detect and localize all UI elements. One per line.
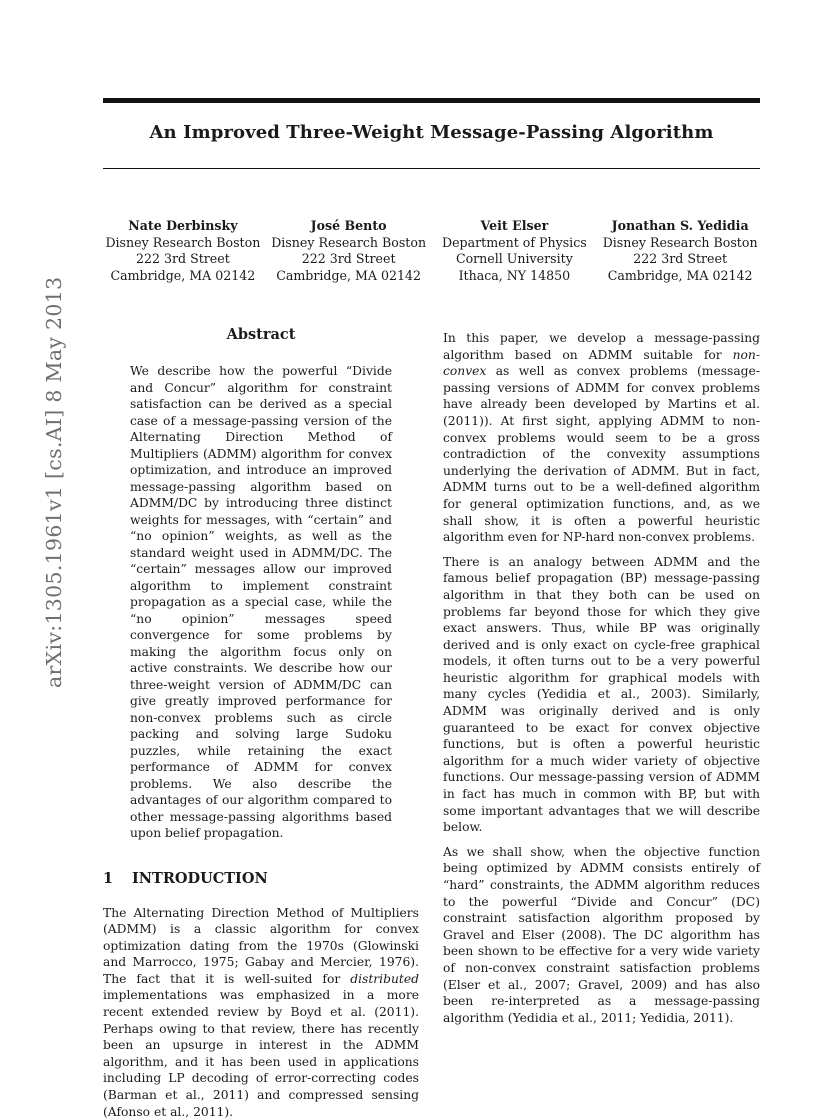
author-street: 222 3rd Street	[266, 251, 432, 268]
author-affiliation: Department of Physics	[432, 235, 598, 252]
author-1	[100, 218, 266, 284]
author-name: Nate Derbinsky	[100, 218, 266, 235]
emphasis-text: non-convex	[443, 348, 760, 379]
author-4	[597, 218, 763, 284]
paper-title: An Improved Three-Weight Message-Passing Algorithm	[103, 122, 760, 143]
arxiv-stamp	[22, 298, 42, 708]
author-3	[432, 218, 598, 284]
arxiv-stamp-text: arXiv:1305.1961v1 [cs.AI] 8 May 2013	[42, 277, 66, 688]
author-city: Cambridge, MA 02142	[266, 268, 432, 285]
intro-paragraph-2	[443, 330, 760, 546]
author-affiliation: Disney Research Boston	[266, 235, 432, 252]
section-heading	[103, 870, 419, 887]
author-block	[100, 218, 763, 284]
author-city: Ithaca, NY 14850	[432, 268, 598, 285]
author-street: 222 3rd Street	[100, 251, 266, 268]
title-rule-top	[103, 98, 760, 103]
author-affiliation: Disney Research Boston	[597, 235, 763, 252]
author-name: Veit Elser	[432, 218, 598, 235]
author-2	[266, 218, 432, 284]
intro-paragraph-1	[103, 905, 419, 1120]
author-name: Jonathan S. Yedidia	[597, 218, 763, 235]
text-run: as well as convex problems (message-passing versions of ADMM for convex problems have already been developed by Martins et al. (2011)). At first sight, applying ADMM to non-convex problems would seem to be a gross contradiction of the convexity assumptions underlying the derivation of ADMM. But in fact, ADMM turns out to be a well-defined algorithm for general optimization functions, and, as we shall show, it is often a powerful heuristic algorithm even for NP-hard non-convex problems.	[443, 364, 760, 544]
left-column	[103, 326, 419, 1120]
section-number: 1	[103, 870, 132, 887]
author-street: 222 3rd Street	[597, 251, 763, 268]
abstract-text: We describe how the powerful “Divide and Concur” algorithm for constraint satisfaction can be derived as a special case of a message-passing version of the Alternating Direction Method of Multipliers (ADMM) algorithm for convex optimization, and introduce an improved message-passing algorithm based on ADMM/DC by introducing three distinct weights for messages, with “certain” and “no opinion” weights, as well as the standard weight used in ADMM/DC. The “certain” messages allow our improved algorithm to implement constraint propagation as a special case, while the “no opinion” messages speed convergence for some problems by making the algorithm focus only on active constraints. We describe how our three-weight version of ADMM/DC can give greatly improved performance for non-convex problems such as circle packing and solving large Sudoku puzzles, while retaining the exact performance of ADMM for convex problems. We also describe the advantages of our algorithm compared to other message-passing algorithms based upon belief propagation.	[103, 363, 419, 842]
right-column	[443, 330, 760, 1026]
author-name: José Bento	[266, 218, 432, 235]
text-run: implementations was emphasized in a more recent extended review by Boyd et al. (2011). Perhaps owing to that review, there has recently been an upsurge in interest in the ADMM algorithm, and it has been used in applications including LP decoding of error-correcting codes (Barman et al., 2011) and compressed sensing (Afonso et al., 2011).	[103, 988, 419, 1118]
abstract-heading: Abstract	[103, 326, 419, 343]
text-run: In this paper, we develop a message-passing algorithm based on ADMM suitable for	[443, 331, 760, 362]
author-city: Cambridge, MA 02142	[100, 268, 266, 285]
text-run: The Alternating Direction Method of Multipliers (ADMM) is a classic algorithm for convex optimization dating from the 1970s (Glowinski and Marrocco, 1975; Gabay and Mercier, 1976). The fact that it is well-suited for	[103, 906, 419, 986]
author-affiliation: Disney Research Boston	[100, 235, 266, 252]
title-rule-bottom	[103, 168, 760, 169]
intro-paragraph-4: As we shall show, when the objective function being optimized by ADMM consists entirely of “hard” constraints, the ADMM algorithm reduces to the powerful “Divide and Concur” (DC) constraint satisfaction algorithm proposed by Gravel and Elser (2008). The DC algorithm has been shown to be effective for a very wide variety of non-convex constraint satisfaction problems (Elser et al., 2007; Gravel, 2009) and has also been re-interpreted as a message-passing algorithm (Yedidia et al., 2011; Yedidia, 2011).	[443, 844, 760, 1027]
intro-paragraph-3: There is an analogy between ADMM and the famous belief propagation (BP) message-passing algorithm in that they both can be used on problems far beyond those for which they give exact answers. Thus, while BP was originally derived and is only exact on cycle-free graphical models, it often turns out to be a very powerful heuristic algorithm for graphical models with many cycles (Yedidia et al., 2003). Similarly, ADMM was originally derived and is only guaranteed to be exact for convex objective functions, but is often a powerful heuristic algorithm for a much wider variety of objective functions. Our message-passing version of ADMM in fact has much in common with BP, but with some important advantages that we will describe below.	[443, 554, 760, 836]
author-street: Cornell University	[432, 251, 598, 268]
emphasis-text: distributed	[350, 972, 419, 986]
author-city: Cambridge, MA 02142	[597, 268, 763, 285]
section-title: INTRODUCTION	[132, 870, 268, 887]
